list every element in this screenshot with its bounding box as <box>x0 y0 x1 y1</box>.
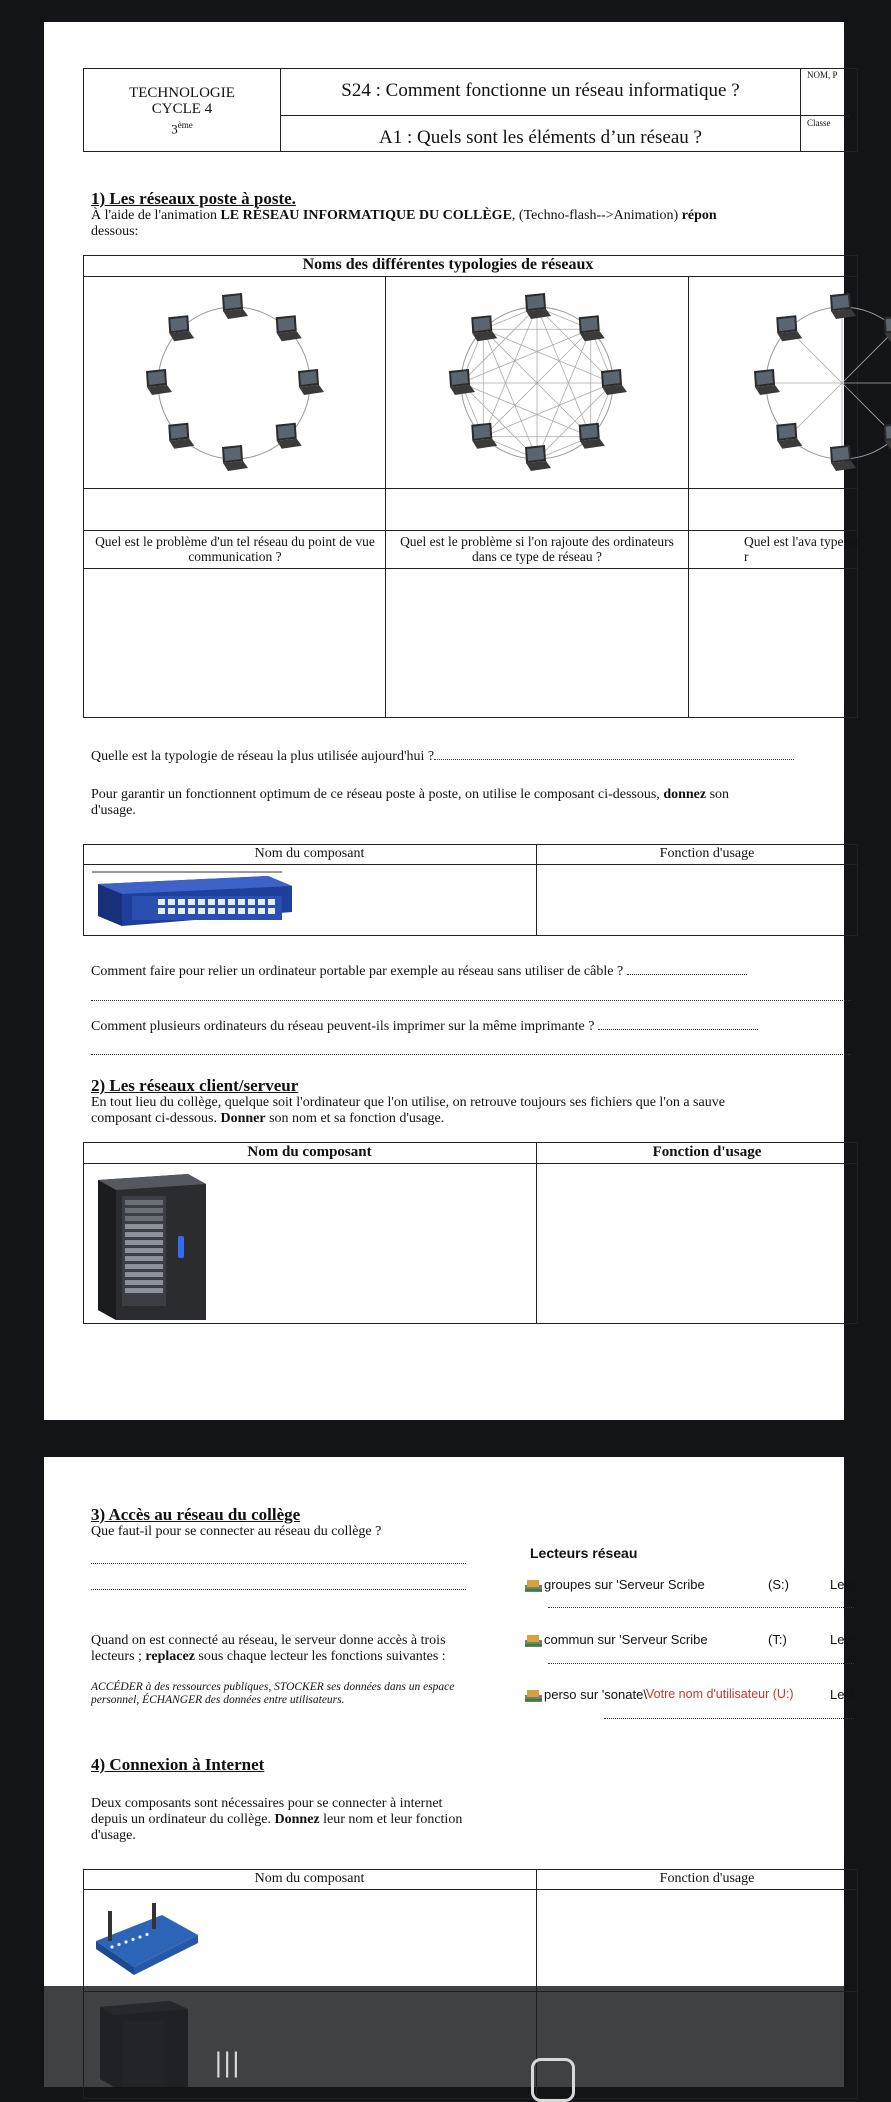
drives-title: Lecteurs réseau <box>530 1545 638 1561</box>
section4-paragraph: Deux composants sont nécessaires pour se connecter à internet depuis un ordinateur du collège. Donnez leur nom et leur fonction d'usage. <box>91 1796 463 1843</box>
col-line <box>536 1142 537 1324</box>
typology-table-title: Noms des différentes typologies de réseaux <box>302 256 594 273</box>
viewer-bottom-bar <box>44 1986 844 2087</box>
section2-intro: En tout lieu du collège, quelque soit l'ordinateur que l'on utilise, on retrouve toujours ses fichiers que l'on a sauve <box>91 1095 725 1110</box>
computer-icon <box>754 369 780 395</box>
switch-col-function: Fonction d'usage <box>659 846 755 861</box>
header-divider <box>800 68 801 152</box>
row-line <box>83 1889 858 1890</box>
computer-icon <box>168 423 194 449</box>
network-switch-image <box>92 870 292 930</box>
row-line <box>83 1163 858 1164</box>
header-divider <box>800 115 850 116</box>
answer-line <box>91 1000 851 1001</box>
recent-apps-icon[interactable]: ||| <box>214 2048 241 2078</box>
server-col-function: Fonction d'usage <box>652 1144 762 1160</box>
header-level: 3ème <box>171 120 193 137</box>
drive-lect: Lect <box>830 1632 855 1647</box>
server-col-name: Nom du composant <box>247 1144 372 1160</box>
network-drive-icon <box>524 1577 544 1597</box>
section1-intro: À l'aide de l'animation LE RÉSEAU INFORMATIQUE DU COLLÈGE, (Techno-flash-->Animation) répon <box>91 208 717 223</box>
answer-line <box>91 1589 466 1590</box>
row-line <box>83 488 858 489</box>
row-line <box>83 530 858 531</box>
drive-letter: (T:) <box>768 1632 787 1647</box>
drive-lect: Lect <box>830 1687 855 1702</box>
section4-title: 4) Connexion à Internet <box>91 1755 265 1774</box>
row-line <box>83 864 858 865</box>
question-add-computers: Quel est le problème si l'on rajoute des ordinateurs dans ce type de réseau ? <box>400 534 674 564</box>
computer-icon <box>525 293 551 319</box>
network-drive-icon <box>524 1632 544 1652</box>
computer-icon <box>146 369 172 395</box>
router-image <box>92 1901 202 1977</box>
drive-letter: (S:) <box>768 1577 789 1592</box>
computer-icon <box>884 423 891 449</box>
answer-line <box>548 1607 854 1608</box>
switch-col-name: Nom du composant <box>254 846 365 861</box>
header-class-label: Classe <box>807 118 831 128</box>
computer-icon <box>276 423 302 449</box>
row-line <box>83 276 858 277</box>
row-line <box>83 568 858 569</box>
section1-title: 1) Les réseaux poste à poste. <box>91 189 296 208</box>
drive-lect: Lect <box>830 1577 855 1592</box>
section2-title: 2) Les réseaux client/serveur <box>91 1076 299 1095</box>
answer-line <box>604 1718 854 1719</box>
section3-title: 3) Accès au réseau du collège <box>91 1505 301 1524</box>
computer-icon <box>222 293 248 319</box>
question-wireless: Comment faire pour relier un ordinateur portable par exemple au réseau sans utiliser de câble ? <box>91 964 747 980</box>
header-activity: A1 : Quels sont les éléments d’un réseau ? <box>379 127 702 148</box>
answer-line <box>91 1563 466 1564</box>
header-cycle: CYCLE 4 <box>151 101 213 117</box>
question-most-used: Quelle est la typologie de réseau la plus utilisée aujourd'hui ? <box>91 749 794 765</box>
header-name-label: NOM, P <box>807 70 838 80</box>
network-drive-icon <box>524 1687 544 1707</box>
computer-icon <box>298 369 324 395</box>
answer-line <box>91 1054 851 1055</box>
computer-icon <box>579 315 605 341</box>
internet-col-name: Nom du composant <box>254 1871 365 1886</box>
section3-question: Que faut-il pour se connecter au réseau du collège ? <box>91 1524 382 1539</box>
mesh-topology-diagram <box>437 284 637 482</box>
optimum-paragraph-line2: d'usage. <box>91 803 136 818</box>
server-tower-image <box>92 1170 212 1322</box>
optimum-paragraph: Pour garantir un fonctionnent optimum de ce réseau poste à poste, on utilise le composant ci-dessous, donnez son <box>91 787 730 802</box>
computer-icon <box>276 315 302 341</box>
drive-username: Votre nom d'utilisateur (U:) <box>646 1687 794 1701</box>
drive-name: groupes sur 'Serveur Scribe <box>544 1577 705 1592</box>
header-subject: TECHNOLOGIE <box>129 85 235 101</box>
computer-icon <box>776 315 802 341</box>
computer-icon <box>601 369 627 395</box>
header-divider <box>280 115 800 116</box>
section3-functions: ACCÉDER à des ressources publiques, STOCKER ses données dans un espace personnel, ÉCHANGER des données entre utilisateurs. <box>91 1681 455 1706</box>
computer-icon <box>168 315 194 341</box>
col-line <box>385 276 386 718</box>
header-subject-block <box>84 85 280 137</box>
drive-name: commun sur 'Serveur Scribe <box>544 1632 708 1647</box>
internet-col-function: Fonction d'usage <box>659 1871 755 1886</box>
answer-line <box>548 1663 854 1664</box>
question-advantage: Quel est l'ava type de r <box>744 534 860 564</box>
ring-topology-diagram <box>134 284 334 482</box>
computer-icon <box>471 315 497 341</box>
section2-intro-line2: composant ci-dessous. Donner son nom et sa fonction d'usage. <box>91 1111 445 1126</box>
col-line <box>688 276 689 718</box>
section3-paragraph: Quand on est connecté au réseau, le serveur donne accès à trois lecteurs ; replacez sous chaque lecteur les fonctions suivantes : <box>91 1633 446 1664</box>
computer-icon <box>579 423 605 449</box>
section1-intro-line2: dessous: <box>91 224 139 239</box>
computer-icon <box>884 315 891 341</box>
home-icon[interactable] <box>531 2058 575 2102</box>
question-printer: Comment plusieurs ordinateurs du réseau peuvent-ils imprimer sur la même imprimante ? <box>91 1019 758 1035</box>
header-sequence: S24 : Comment fonctionne un réseau informatique ? <box>341 80 740 101</box>
star-topology-diagram <box>742 284 844 482</box>
drive-name: perso sur 'sonate\ <box>544 1687 647 1702</box>
question-communication: Quel est le problème d'un tel réseau du point de vue communication ? <box>95 534 375 564</box>
document-page-1 <box>44 22 860 1420</box>
